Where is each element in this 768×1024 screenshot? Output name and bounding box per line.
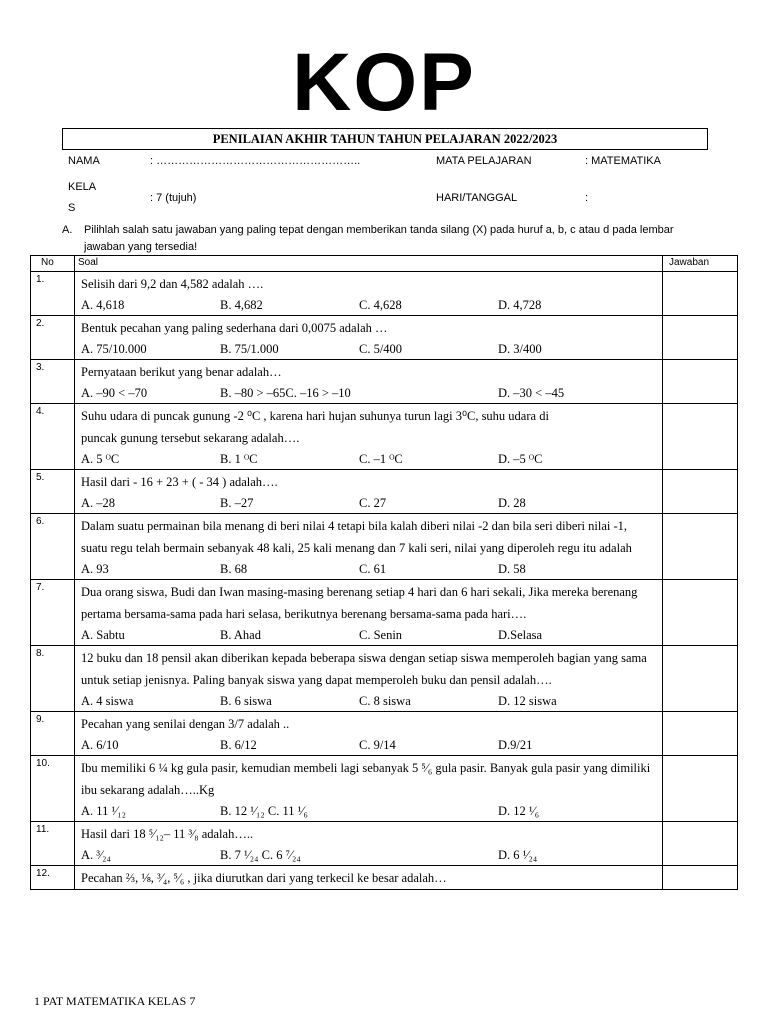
answer-option[interactable]: D. 28 — [498, 496, 526, 510]
answer-option[interactable]: C. 4,628 — [359, 298, 402, 312]
answer-option[interactable]: B. 7 ¹⁄₂₄ C. 6 ⁷⁄₂₄ — [220, 848, 301, 862]
question-number: 1. — [31, 272, 75, 316]
question-text — [75, 514, 663, 580]
answer-options — [81, 339, 656, 359]
answer-option[interactable]: D. 6 ¹⁄₂₄ — [498, 848, 538, 862]
answer-cell[interactable] — [663, 866, 738, 890]
question-text — [75, 316, 663, 360]
table-row — [31, 514, 738, 580]
header-no: No — [31, 256, 75, 272]
question-number: 5. — [31, 470, 75, 514]
answer-cell[interactable] — [663, 316, 738, 360]
question-number: 9. — [31, 712, 75, 756]
answer-option[interactable]: A. 6/10 — [81, 738, 119, 752]
question-line: Bentuk pecahan yang paling sederhana dari 0,0075 adalah … — [81, 321, 388, 335]
answer-option[interactable]: C. 9/14 — [359, 738, 396, 752]
answer-option[interactable]: A. ³⁄₂₄ — [81, 848, 111, 862]
answer-option[interactable]: A. 4,618 — [81, 298, 125, 312]
instruction-text: Pilihlah salah satu jawaban yang paling tepat dengan memberikan tanda silang (X) pada huruf a, b, c atau d pada lembar jawaban yang tersedia! — [84, 224, 674, 253]
question-number: 12. — [31, 866, 75, 890]
answer-option[interactable]: C. 5/400 — [359, 342, 403, 356]
hari-field[interactable]: : — [585, 192, 589, 204]
table-row — [31, 272, 738, 316]
answer-option[interactable]: C. 8 siswa — [359, 694, 411, 708]
question-text — [75, 470, 663, 514]
answer-option[interactable]: C. Senin — [359, 628, 403, 642]
answer-option[interactable]: D.Selasa — [498, 628, 543, 642]
answer-option[interactable]: A. 4 siswa — [81, 694, 134, 708]
answer-option[interactable]: A. –28 — [81, 496, 116, 510]
answer-option[interactable]: B. 12 ¹⁄₁₂ C. 11 ¹⁄₆ — [220, 804, 308, 818]
question-text — [75, 272, 663, 316]
question-line: Ibu memiliki 6 ¼ kg gula pasir, kemudian membeli lagi sebanyak 5 ⁵⁄₆ gula pasir. Banyak gula pasir yang dimiliki ibu sekarang adalah…..Kg — [81, 761, 651, 797]
answer-cell[interactable] — [663, 712, 738, 756]
answer-option[interactable]: B. Ahad — [220, 628, 261, 642]
header-jawaban: Jawaban — [663, 256, 738, 272]
answer-option[interactable]: A. 5 ᴼC — [81, 452, 120, 466]
instruction-label: A. — [62, 224, 73, 236]
table-row — [31, 756, 738, 822]
table-row — [31, 712, 738, 756]
question-line: Pecahan ⅔, ⅛, ³⁄₄, ⁵⁄₆ , jika diurutkan dari yang terkecil ke besar adalah… — [81, 871, 447, 885]
hari-label: HARI/TANGGAL — [436, 192, 518, 204]
question-number: 3. — [31, 360, 75, 404]
table-row — [31, 404, 738, 470]
answer-option[interactable]: D. 12 siswa — [498, 694, 557, 708]
question-line: Selisih dari 9,2 dan 4,582 adalah …. — [81, 277, 264, 291]
answer-option[interactable]: B. 6 siswa — [220, 694, 272, 708]
answer-option[interactable]: A. –90 < –70 — [81, 386, 148, 400]
answer-option[interactable]: A. Sabtu — [81, 628, 125, 642]
question-text — [75, 712, 663, 756]
question-number: 8. — [31, 646, 75, 712]
answer-option[interactable]: D. –5 ᴼC — [498, 452, 543, 466]
table-row — [31, 316, 738, 360]
answer-option[interactable]: C. –1 ᴼC — [359, 452, 403, 466]
answer-option[interactable]: A. 75/10.000 — [81, 342, 147, 356]
answer-cell[interactable] — [663, 822, 738, 866]
question-table — [30, 255, 738, 890]
mapel-label: MATA PELAJARAN — [436, 155, 532, 167]
question-text — [75, 822, 663, 866]
question-text — [75, 580, 663, 646]
answer-option[interactable]: D. 3/400 — [498, 342, 542, 356]
answer-options — [81, 295, 656, 315]
answer-options — [81, 383, 656, 403]
table-row — [31, 866, 738, 890]
answer-cell[interactable] — [663, 514, 738, 580]
answer-cell[interactable] — [663, 272, 738, 316]
question-number: 6. — [31, 514, 75, 580]
answer-options — [81, 559, 656, 579]
question-text — [75, 404, 663, 470]
question-text — [75, 756, 663, 822]
mapel-value: : MATEMATIKA — [585, 155, 661, 167]
table-row — [31, 470, 738, 514]
answer-options — [81, 691, 656, 711]
answer-options — [81, 625, 656, 645]
question-line: 12 buku dan 18 pensil akan diberikan kepada beberapa siswa dengan setiap siswa memperoleh bagian yang sama untuk setiap jenisnya. Paling banyak siswa yang dapat memperoleh buku dan pensil adalah…. — [81, 651, 647, 687]
question-number: 11. — [31, 822, 75, 866]
table-row — [31, 822, 738, 866]
header-soal: Soal — [75, 256, 663, 272]
answer-option[interactable]: D. 4,728 — [498, 298, 542, 312]
answer-option[interactable]: D.9/21 — [498, 738, 533, 752]
exam-title: PENILAIAN AKHIR TAHUN TAHUN PELAJARAN 2022/2023 — [62, 128, 708, 150]
kelas-label-1: KELA — [68, 181, 97, 193]
answer-option[interactable]: B. 75/1.000 — [220, 342, 279, 356]
answer-option[interactable]: D. 58 — [498, 562, 526, 576]
answer-option[interactable]: B. –80 > –65C. –16 > –10 — [220, 386, 351, 400]
question-number: 7. — [31, 580, 75, 646]
question-line: puncak gunung tersebut sekarang adalah…. — [81, 431, 300, 445]
answer-option[interactable]: B. –27 — [220, 496, 254, 510]
kelas-label-2: S — [68, 202, 76, 214]
answer-option[interactable]: B. 1 ᴼC — [220, 452, 258, 466]
answer-options — [81, 493, 656, 513]
question-line: Pecahan yang senilai dengan 3/7 adalah .. — [81, 717, 290, 731]
table-row — [31, 360, 738, 404]
question-text — [75, 646, 663, 712]
page-footer: 1 PAT MATEMATIKA KELAS 7 — [34, 994, 196, 1008]
answer-option[interactable] — [359, 383, 498, 403]
question-line: Hasil dari - 16 + 23 + ( - 34 ) adalah…. — [81, 475, 278, 489]
question-number: 2. — [31, 316, 75, 360]
answer-option[interactable]: C. 61 — [359, 562, 387, 576]
table-row — [31, 646, 738, 712]
table-row — [31, 580, 738, 646]
answer-options — [81, 801, 656, 821]
answer-cell[interactable] — [663, 580, 738, 646]
answer-option[interactable]: A. 11 ¹⁄₁₂ — [81, 804, 126, 818]
table-header-row — [31, 256, 738, 272]
question-number: 10. — [31, 756, 75, 822]
answer-option[interactable]: B. 68 — [220, 562, 248, 576]
answer-option[interactable] — [359, 801, 498, 821]
answer-options — [81, 845, 656, 865]
answer-cell[interactable] — [663, 470, 738, 514]
answer-options — [81, 449, 656, 469]
answer-option[interactable]: D. 12 ¹⁄₆ — [498, 804, 540, 818]
answer-cell[interactable] — [663, 756, 738, 822]
nama-label: NAMA — [68, 155, 100, 167]
answer-option[interactable]: B. 6/12 — [220, 738, 257, 752]
answer-cell[interactable] — [663, 646, 738, 712]
question-line: Dua orang siswa, Budi dan Iwan masing-masing berenang setiap 4 hari dan 6 hari sekali, Jika mereka berenang pertama bersama-sama pada hari selasa, berikutnya berenang bersama-sama pada hari…. — [81, 585, 638, 621]
nama-field[interactable]: : ……………………………………………….. — [150, 155, 361, 167]
answer-option[interactable]: D. –30 < –45 — [498, 386, 565, 400]
answer-cell[interactable] — [663, 360, 738, 404]
answer-cell[interactable] — [663, 404, 738, 470]
answer-option[interactable] — [359, 845, 498, 865]
question-text — [75, 866, 663, 890]
answer-option[interactable]: A. 93 — [81, 562, 109, 576]
answer-option[interactable]: B. 4,682 — [220, 298, 263, 312]
kelas-value: : 7 (tujuh) — [150, 192, 197, 204]
kop-heading: KOP — [292, 37, 476, 128]
question-line: Dalam suatu permainan bila menang di beri nilai 4 tetapi bila kalah diberi nilai -2 dan bila seri diberi nilai -1, suatu regu telah bermain sebanyak 48 kali, 25 kali menang dan 7 kali seri, nilai yang diperoleh regu itu adalah — [81, 519, 632, 555]
answer-option[interactable]: C. 27 — [359, 496, 387, 510]
question-line: Pernyataan berikut yang benar adalah… — [81, 365, 282, 379]
question-line: Suhu udara di puncak gunung -2 ⁰C , karena hari hujan suhunya turun lagi 3⁰C, suhu udara di — [81, 409, 549, 423]
instruction — [62, 222, 702, 256]
answer-options — [81, 735, 656, 755]
question-text — [75, 360, 663, 404]
question-line: Hasil dari 18 ⁵⁄₁₂– 11 ³⁄₈ adalah….. — [81, 827, 254, 841]
question-number: 4. — [31, 404, 75, 470]
